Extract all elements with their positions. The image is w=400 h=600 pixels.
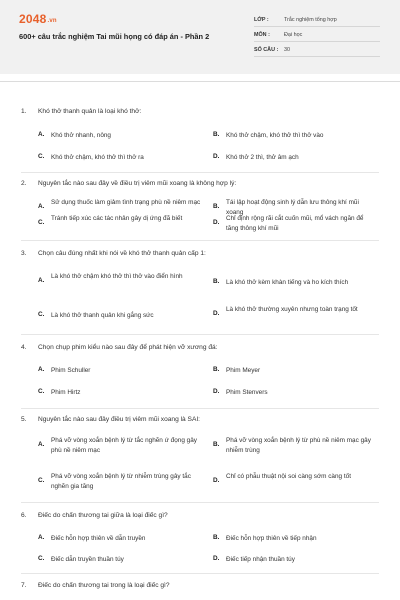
option-text: Phim Hirtz [51,389,81,396]
meta-label: MÔN : [254,32,270,38]
option-text: Phim Meyer [226,367,261,374]
question-1 [21,108,141,115]
question-number: 4. [21,344,27,351]
question-divider [21,240,379,241]
option-text: Chỉ định rộng rãi cắt cuốn mũi, mổ vách ngăn để tăng thông khí mũi [226,215,364,232]
document-header [0,0,400,74]
option-letter: A. [38,203,45,210]
option-text: Khó thở nhanh, nông [51,132,111,139]
question-number: 3. [21,250,27,257]
option-letter: D. [213,310,220,317]
question-2 [21,180,236,187]
meta-class [254,15,380,27]
header-divider [0,81,400,82]
option-text: Khó thở 2 thì, thở âm ạch [226,154,299,161]
meta-subject [254,30,380,42]
option-text: Tái lập hoạt động sinh lý dẫn lưu thông khí mũi xoang [226,199,359,216]
option-text: Tránh tiếp xúc các tác nhân gây dị ứng đã biết [51,215,183,222]
option-letter: A. [38,366,45,373]
meta-value: 30 [284,47,290,53]
question-text: Chọn chụp phim kiểu nào sau đây để phát hiện vỡ xương đá: [38,344,218,351]
option-letter: B. [213,278,220,285]
option-letter: B. [213,534,220,541]
question-text: Khó thở thanh quản là loại khó thở: [38,108,142,115]
option-text: Chỉ có phẫu thuật nội soi càng sớm càng tốt [226,473,351,480]
question-text: Nguyên tắc nào sau đây điều trị viêm mũi xoang là SAI: [38,416,201,423]
option-letter: A. [38,277,45,284]
option-letter: C. [38,388,45,395]
question-divider [21,408,379,409]
question-5 [21,416,200,423]
option-letter: C. [38,311,45,318]
question-divider [21,573,379,574]
question-divider [21,172,379,173]
option-text: Khó thở chậm, khó thở thì thở ra [51,154,144,161]
option-letter: C. [38,477,45,484]
question-number: 2. [21,180,27,187]
option-letter: C. [38,555,45,562]
question-number: 7. [21,582,27,589]
question-divider [21,502,379,503]
option-letter: B. [213,441,220,448]
logo-text: 2048 [19,12,47,26]
option-text: Phim Schuller [51,367,91,374]
option-letter: D. [213,388,220,395]
question-text: Chọn câu đúng nhất khi nói về khó thở thanh quản cấp 1: [38,250,206,257]
meta-value: Trắc nghiệm tổng hợp [284,17,337,23]
option-letter: D. [213,153,220,160]
option-letter: D. [213,219,220,226]
option-text: Là khó thở thường xuyên nhưng toàn trạng tốt [226,306,358,313]
question-4 [21,344,218,351]
option-letter: A. [38,441,45,448]
option-text: Sử dụng thuốc làm giảm tình trạng phù nề niêm mạc [51,199,201,206]
question-6 [21,512,168,519]
question-text: Điếc do chấn thương tai trong là loại điếc gì? [38,582,170,589]
logo-suffix: .vn [47,18,57,24]
question-number: 1. [21,108,27,115]
meta-label: SỐ CÂU : [254,47,279,53]
option-text: Phá vỡ vòng xoắn bệnh lý từ phù nề niêm mạc gây nhiễm trùng [226,437,371,454]
meta-value: Đại học [284,32,303,38]
question-text: Điếc do chấn thương tai giữa là loại điếc gì? [38,512,168,519]
meta-question-count [254,45,380,57]
question-3 [21,250,206,257]
question-divider [21,334,379,335]
option-text: Là khó thở chậm khó thở thì thở vào điển hình [51,273,183,280]
meta-label: LỚP : [254,17,269,23]
option-letter: B. [213,131,220,138]
document-title: 600+ câu trắc nghiệm Tai mũi họng có đáp án - Phần 2 [19,32,210,41]
option-text: Là khó thở thanh quản khi gắng sức [51,312,154,319]
option-text: Là khó thở kèm khàn tiếng và ho kích thích [226,279,349,286]
option-text: Điếc hỗn hợp thiên về dẫn truyền [51,535,146,542]
option-letter: C. [38,153,45,160]
option-letter: D. [213,477,220,484]
option-text: Điếc hỗn hợp thiên về tiếp nhận [226,535,317,542]
question-7 [21,582,170,589]
question-number: 6. [21,512,27,519]
question-number: 5. [21,416,27,423]
site-logo[interactable] [19,12,57,26]
option-text: Khó thở chậm, khó thở thì thở vào [226,132,324,139]
option-letter: B. [213,366,220,373]
option-text: Phá vỡ vòng xoắn bệnh lý từ tắc nghẽn ứ đọng gây phù nề niêm mạc [51,437,197,454]
question-text: Nguyên tắc nào sau đây về điều trị viêm mũi xoang là không hợp lý: [38,180,237,187]
option-text: Phim Stenvers [226,389,268,396]
option-letter: B. [213,203,220,210]
option-text: Điếc tiếp nhận thuần túy [226,556,295,563]
option-letter: C. [38,219,45,226]
option-letter: A. [38,131,45,138]
option-text: Điếc dẫn truyền thuần túy [51,556,124,563]
option-letter: A. [38,534,45,541]
option-text: Phá vỡ vòng xoắn bệnh lý từ nhiễm trùng gây tắc nghẽn gia tăng [51,473,191,490]
option-letter: D. [213,555,220,562]
